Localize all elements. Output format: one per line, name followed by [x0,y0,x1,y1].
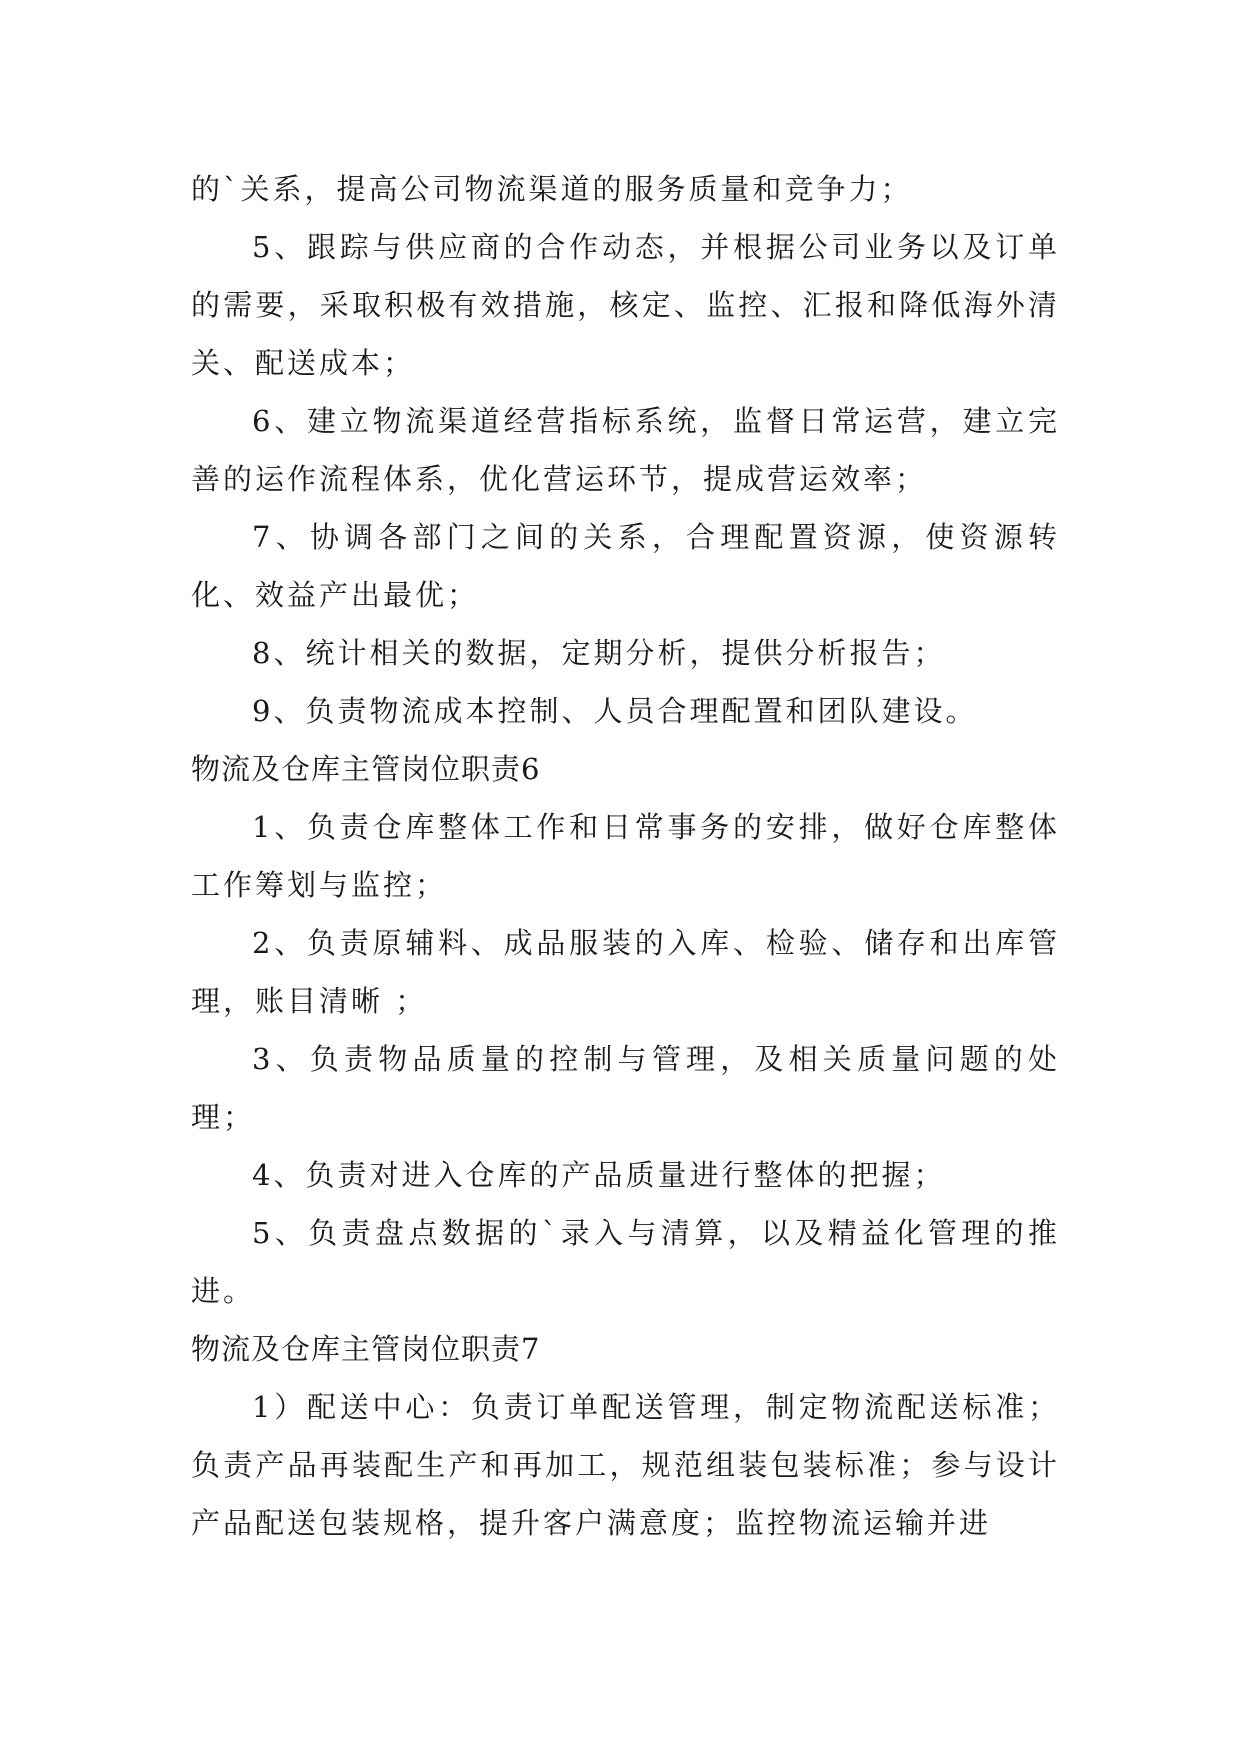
section-heading: 物流及仓库主管岗位职责7 [191,1332,541,1366]
list-item: 5、负责盘点数据的`录入与清算，以及精益化管理的推进。 [191,1216,1060,1308]
document-body [191,160,1060,1552]
list-item: 4、负责对进入仓库的产品质量进行整体的把握； [252,1158,946,1192]
list-item: 3、负责物品质量的控制与管理，及相关质量问题的处理； [191,1042,1060,1134]
list-item: 5、跟踪与供应商的合作动态，并根据公司业务以及订单的需要，采取积极有效措施，核定、监控、汇报和降低海外清关、配送成本； [191,230,1060,380]
list-item: 9、负责物流成本控制、人员合理配置和团队建设。 [252,694,978,728]
list-item: 1）配送中心：负责订单配送管理，制定物流配送标准；负责产品再装配生产和再加工，规范组装包装标准；参与设计产品配送包装规格，提升客户满意度；监控物流运输并进 [191,1390,1060,1540]
list-item: 1、负责仓库整体工作和日常事务的安排，做好仓库整体工作筹划与监控； [191,810,1060,902]
list-item: 8、统计相关的数据，定期分析，提供分析报告； [252,636,946,670]
section-heading: 物流及仓库主管岗位职责6 [191,752,541,786]
list-item: 7、协调各部门之间的关系，合理配置资源，使资源转化、效益产出最优； [191,520,1060,612]
list-item: 6、建立物流渠道经营指标系统，监督日常运营，建立完善的运作流程体系，优化营运环节，提成营运效率； [191,404,1060,496]
paragraph-continuation: 的`关系，提高公司物流渠道的服务质量和竞争力； [191,172,913,206]
list-item: 2、负责原辅料、成品服装的入库、检验、储存和出库管理，账目清晰 ； [191,926,1060,1018]
